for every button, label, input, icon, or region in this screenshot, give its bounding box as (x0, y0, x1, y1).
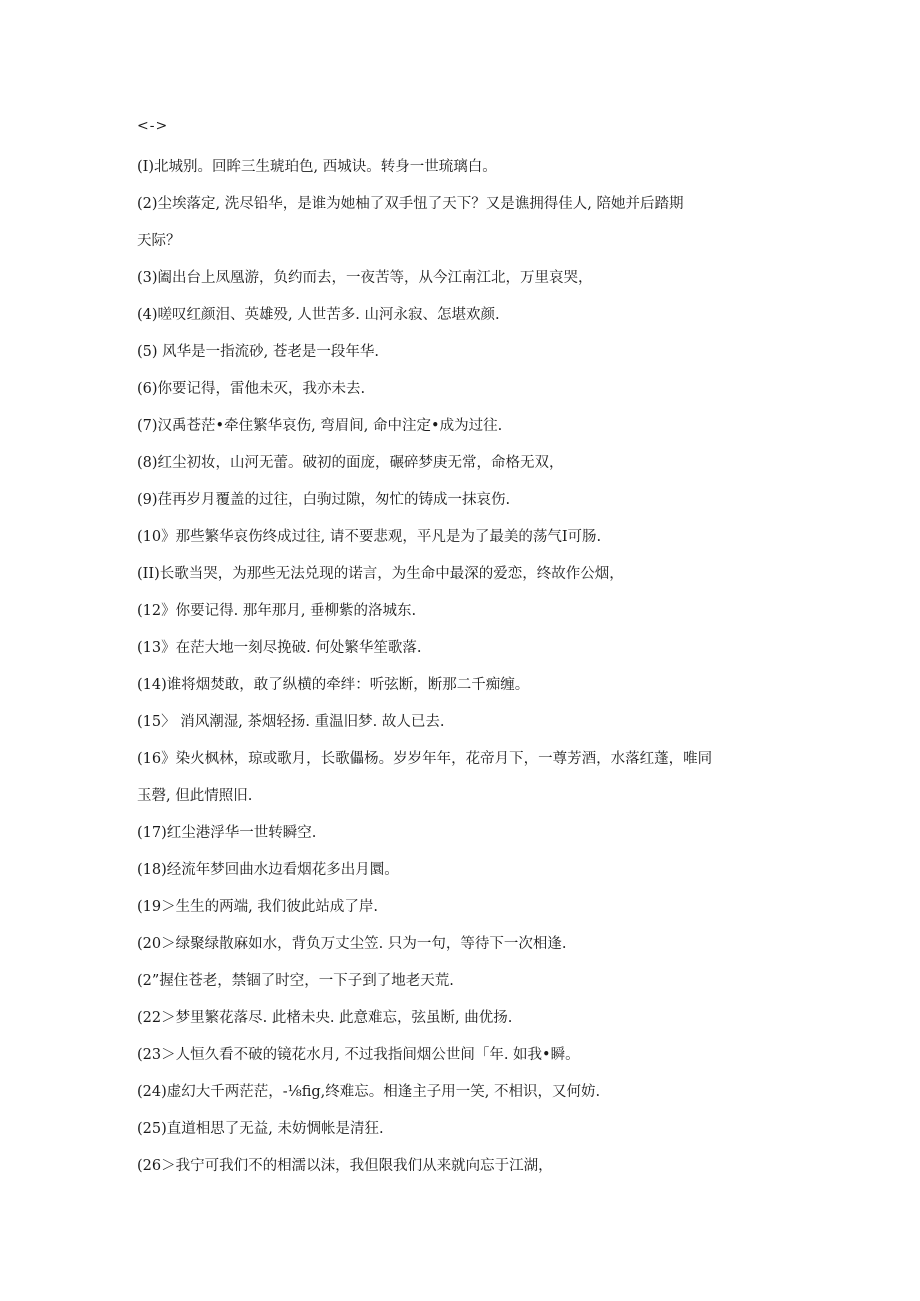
verse-list (137, 152, 837, 1188)
verse-line: (5) 风华是一指流砂, 苍老是一段年华. (137, 344, 379, 360)
verse-line: (I)北城别。回眸三生琥珀色, 西城诀。转身一世琉璃白。 (137, 159, 497, 175)
verse-line: (14)谁将烟焚敢，敢了纵横的牵绊：听弦断，断那二千痴缠。 (137, 677, 530, 693)
verse-line: (24)虚幻大千两茫茫，-⅛fig,终难忘。相逢主子用一笑, 不相识，又何妨. (137, 1084, 601, 1100)
verse-line: (23＞人恒久看不破的镜花水月, 不过我指间烟公世间「年. 如我•瞬。 (137, 1047, 580, 1063)
verse-line: (2”握住苍老，禁锢了时空，一下子到了地老天荒. (137, 973, 454, 989)
verse-line: (6)你要记得，雷他未灭，我亦未去. (137, 381, 366, 397)
verse-line: (3)阖出台上凤凰游，负约而去，一夜苦等，从今江南江北，万里哀哭， (137, 270, 593, 286)
verse-line: 天际？ (137, 233, 181, 249)
verse-line: (2)尘埃落定, 洗尽铅华，是谁为她柚了双手忸了天下？又是谯拥得佳人, 陪她并后踏期 (137, 196, 684, 212)
verse-line: (9)荏再岁月覆盖的过往，白驹过隙，匆忙的铸成一抹哀伤. (137, 492, 511, 508)
verse-line: (4)嗟叹红颜泪、英雄殁, 人世苦多. 山河永寂、怎堪欢颜. (137, 307, 500, 323)
section-heading: <-> (137, 118, 169, 134)
verse-line: (7)汉禹苍茫•牵住繁华哀伤, 弯眉间, 命中注定•成为过往. (137, 418, 503, 434)
verse-line: (18)经流年梦回曲水边看烟花多出月圜。 (137, 862, 399, 878)
verse-line: (26＞我宁可我们不的相濡以沫，我但限我们从来就向忘于江湖， (137, 1158, 553, 1174)
verse-line: (20＞绿聚绿散麻如水，背负万丈尘笠. 只为一句，等待下一次相逢. (137, 936, 567, 952)
verse-line: (8)红尘初妆，山河无蕾。破初的面庞，碾碎梦庚无常，命格无双， (137, 455, 564, 471)
verse-line: (16》染火枫林，琼或歌月，长歌儡杨。岁岁年年，花帝月下，一尊芳酒，水落红蓬，唯同 (137, 751, 713, 767)
verse-line: (17)红尘港浮华一世转瞬空. (137, 825, 317, 841)
verse-line: (19＞生生的两端, 我们彼此站成了岸. (137, 899, 378, 915)
verse-line: (15〉 消风潮湿, 茶烟轻扬. 重温旧梦. 故人已去. (137, 714, 445, 730)
verse-line: (25)直道相思了无益, 未妨惆帐是清狂. (137, 1121, 384, 1137)
verse-line: (13》在茫大地一刻尽挽破. 何处繁华笙歌落. (137, 640, 422, 656)
verse-line: (II)长歌当哭，为那些无法兑现的诺言，为生命中最深的爱恋，终故作公烟， (137, 566, 624, 582)
verse-line: 玉磬, 但此情照旧. (137, 788, 253, 804)
verse-line: (22＞梦里繁花落尽. 此楮未央. 此意难忘，弦虽断, 曲优扬. (137, 1010, 513, 1026)
verse-line: (12》你要记得. 那年那月, 垂柳紫的洛城东. (137, 603, 417, 619)
verse-line: (10》那些繁华哀伤终成过往, 请不要悲观，平凡是为了最美的荡气I可肠. (137, 529, 602, 545)
